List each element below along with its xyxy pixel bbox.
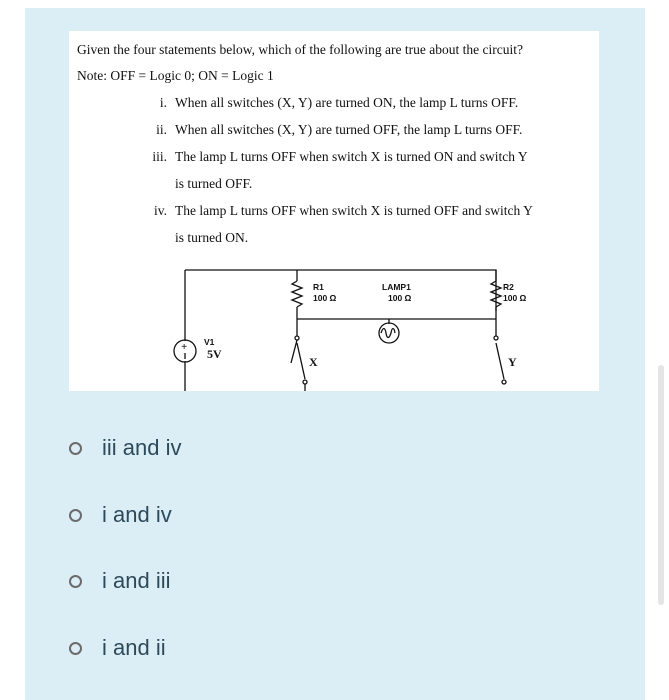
top-wire	[185, 270, 496, 311]
r1-label: R1	[313, 282, 324, 292]
v1-value: 5V	[207, 347, 222, 361]
option-label: iii and iv	[102, 435, 182, 460]
switch-x	[297, 343, 305, 379]
question-note: Note: OFF = Logic 0; ON = Logic 1	[77, 68, 274, 83]
r1-value: 100 Ω	[313, 293, 337, 303]
lamp-label: LAMP1	[382, 282, 411, 292]
option-label: i and iv	[102, 502, 172, 527]
option-i-and-ii[interactable]	[69, 633, 166, 663]
option-i-and-iv[interactable]	[69, 500, 172, 530]
statement-iv-continued: is turned ON.	[175, 230, 249, 245]
option-label: i and ii	[102, 635, 166, 660]
option-iii-and-iv[interactable]	[69, 433, 181, 463]
radio-button[interactable]	[69, 509, 82, 522]
v1-label: V1	[204, 337, 215, 347]
lamp-value: 100 Ω	[388, 293, 412, 303]
option-label: i and iii	[102, 568, 171, 593]
r1-resistor	[292, 281, 302, 307]
radio-button[interactable]	[69, 442, 82, 455]
question-card: Given the four statements below, which of the following are true about the circuit? Note: OFF = Logic 0; ON = Logic 1 i. When all switches (X, Y) are turned ON, the lamp L turns OFF. ii. When all switches (X, Y) are turned OFF, the lamp L turns OFF. iii. The lamp L turns OFF when switch X is turned ON and switch Y is turned OFF. iv. The lamp L turns OFF when switch X is turned OFF and switch Y is turned ON. R1 100 Ω LAMP1 100 Ω R2 100 Ω V1 + 5V X Y	[69, 31, 599, 391]
question-panel	[25, 8, 645, 700]
radio-button[interactable]	[69, 642, 82, 655]
circuit-diagram	[69, 31, 599, 391]
r2-label: R2	[503, 282, 514, 292]
switch-y-label: Y	[508, 355, 517, 369]
statement-iii-continued: is turned OFF.	[175, 176, 253, 191]
battery-plus: +	[181, 341, 188, 353]
lamp-symbol	[379, 323, 399, 343]
switch-y	[496, 343, 504, 379]
r2-value: 100 Ω	[503, 293, 527, 303]
option-i-and-iii[interactable]	[69, 566, 170, 596]
question-text: Given the four statements below, which of the following are true about the circuit?	[77, 42, 523, 57]
radio-button[interactable]	[69, 575, 82, 588]
switch-x-label: X	[309, 355, 318, 369]
scrollbar[interactable]	[658, 365, 664, 605]
